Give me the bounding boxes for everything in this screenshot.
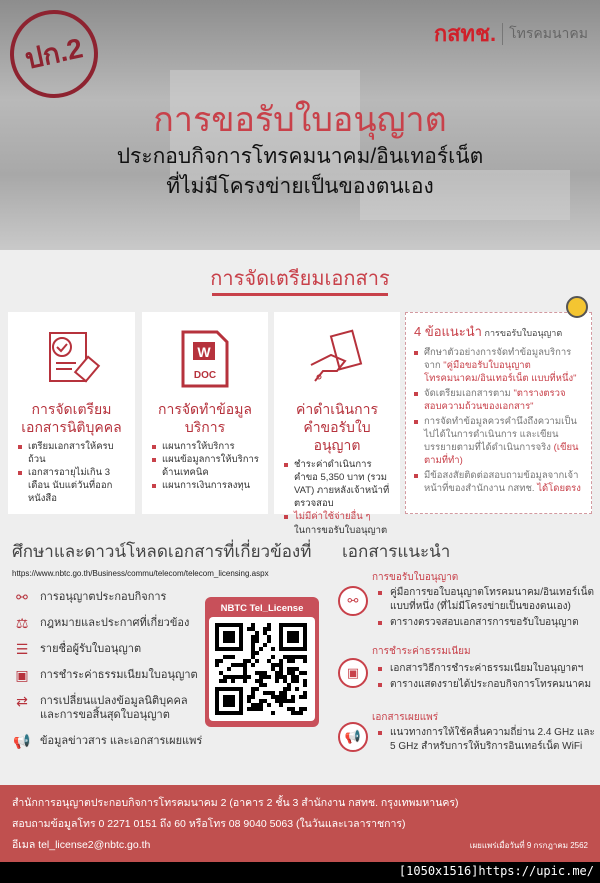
card-service-info: W DOC การจัดทำข้อมูลบริการ แผนการให้บริการ แผนข้อมูลการให้บริการด้านเทคนิค แผนการเงินการลงทุน bbox=[142, 312, 268, 514]
section-title: การจัดเตรียมเอกสาร bbox=[210, 268, 390, 290]
payment-icon: ▣ bbox=[338, 658, 368, 688]
download-links bbox=[12, 590, 202, 760]
card-application-fee: ค่าดำเนินการคำขอรับใบอนุญาต ชำระค่าดำเนินการคำขอ 5,350 บาท (รวม VAT) ภายหลังเจ้าหน้าที่ตรวจสอบ ไม่มีค่าใช้จ่ายอื่น ๆ ในการขอรับใบอนุญาต bbox=[274, 312, 400, 514]
lightbulb-icon bbox=[566, 296, 588, 318]
page-title: การขอรับใบอนุญาต bbox=[153, 101, 447, 139]
download-link[interactable]: https://www.nbtc.go.th/Business/commu/telecom/telecom_licensing.aspx bbox=[12, 569, 269, 578]
page-subtitle: ประกอบกิจการโทรคมนาคม/อินเทอร์เน็ต ที่ไม่มีโครงข่ายเป็นของตนเอง bbox=[116, 145, 484, 198]
svg-text:DOC: DOC bbox=[193, 370, 217, 381]
nbtc-logo: กสทช. โทรคมนาคม bbox=[433, 21, 588, 46]
recommended-title: เอกสารแนะนำ bbox=[342, 542, 451, 561]
payment-icon: ▣ bbox=[15, 667, 29, 683]
card-legal-entity-docs: การจัดเตรียมเอกสารนิติบุคคล เตรียมเอกสารให้ครบถ้วน เอกสารอายุไม่เกิน 3 เดือน นับแต่วันที่ออกหนังสือ bbox=[8, 312, 135, 514]
tips-box: 4 ข้อแนะนำ การขอรับใบอนุญาต ศึกษาตัวอย่างการจัดทำข้อมูลบริการ จาก "คู่มือขอรับใบอนุญาตโทรคมนาคม/อินเทอร์เน็ต แบบที่หนึ่ง" จัดเตรียมเอกสารตาม "ตารางตรวจสอบความถ้วนของเอกสาร" การจัดทำข้อมูลควรคำนึงถึงความเป็นไปได้ในการดำเนินการ และเขียนบรรยายตามที่ได้ดำเนินการจริง (เขียนตามที่ทำ) มีข้อสงสัยติดต่อสอบถามข้อมูลจากเจ้าหน้าที่ของสำนักงาน กสทช. ได้โดยตรง bbox=[405, 312, 592, 514]
pk2-stamp-logo: ปก.2 bbox=[2, 2, 106, 106]
link-chain-icon: ⚯ bbox=[16, 589, 28, 605]
link-licensing[interactable]: ⚯ การอนุญาตประกอบกิจการ bbox=[12, 590, 202, 604]
megaphone-icon: 📢 bbox=[338, 722, 368, 752]
svg-text:W: W bbox=[197, 344, 211, 360]
stamp-document-icon bbox=[14, 328, 129, 390]
infographic: ปก.2 กสทช. โทรคมนาคม การขอรับใบอนุญาต ประกอบกิจการโทรคมนาคม/อินเทอร์เน็ต ที่ไม่มีโครงข่ายเป็นของตนเอง การจัดเตรียมเอกสาร การจัดเตรียมเอกสารนิติบุคคล เตรียมเอกสารให้ครบถ้วน เอกสารอายุไม่เกิน 3 เดือน นับแต่วันที่ออกหนังสือ W DOC การจัดทำข้อมูลบริการ แผนการให้บริการ แผนข้อมูลการให้บริการด้านเทคนิค แผนการเงินการลงทุน ค่าดำเนินการคำขอรับใบอนุญาต ชำระค่าดำเนินการคำขอ 5,350 บาท (รวม VAT) ภายหลังเจ้าหน้าที่ตรวจสอบ ไม่มีค่าใช้จ่ายอื่น ๆ ในการขอรับใบอนุญาต 4 ข้อแนะนำ การขอรับใบอนุญาต ศึกษาตัวอย่างการจัดทำข้อมูลบริการ จาก "คู่มือขอรับใบอนุญาตโทรคมนาคม/อินเทอร์เน็ต แบบที่หนึ่ง" จัดเตรียมเอกสารตาม "ตารางตรวจสอบความถ้วนของเอกสาร" การจัดทำข้อมูลควรคำนึงถึงความเป็นไปได้ในการดำเนินการ และเขียนบรรยายตามที่ได้ดำเนินการจริง (เขียนตามที่ทำ) มีข้อสงสัยติดต่อสอบถามข้อมูลจากเจ้าหน้าที่ของสำนักงาน กสทช. ได้โดยตรง ศึกษาและดาวน์โหลดเอกสารที่เกี่ยวข้องที่ https://www.nbtc.go.th/Business/commu/telecom/telecom_licensing.aspx ⚯ การอนุญาตประกอบกิจการ ⚖ กฎหมายและประกาศที่เกี่ยวข้อง ☰ รายชื่อผู้รับใบอนุญาต ▣ การชำระค่าธรรมเนียมใบอนุญาต ⇄ การเปลี่ยนแปลงข้อมูลนิติบุคคลและการขอสิ้นสุดใบอนุญาต 📢 ข้อมูลข่าวสาร และเอกสารเผยแพร่ NBTC Tel_License เอกสารแนะนำ ⚯ การขอรับใบอนุญาต คู่มือการขอใบอนุญาตโทรคมนาคม/อินเทอร์เน็ต แบบที่หนึ่ง (ที่ไม่มีโครงข่ายเป็นของตนเอง) ตารางตรวจสอบเอกสารการขอรับใบอนุญาต ▣ การชำระค่าธรรมเนียม เอกสารวิธีการชำระค่าธรรมเนียมใบอนุญาตฯ ตารางแสดงรายได้ประกอบกิจการโทรคมนาคม 📢 เอกสารเผยแพร่ แนวทางการให้ใช้คลื่นความถี่ย่าน 2.4 GHz และ 5 GHz สำหรับการให้บริการอินเทอร์เน็ต WiFi สำนักการอนุญาตประกอบกิจการโทรคมนาคม 2 (อาคาร 2 ชั้น 3 สำนักงาน กสทช. กรุงเทพมหานคร) สอบถามข้อมูลโทร 0 2271 0151 ถึง 60 หรือโทร 08 9040 5063 (ในวันและเวลาราชการ) อีเมล tel_license2@nbtc.go.th เผยแพร่เมื่อวันที่ 9 กรกฎาคม 2562 [1050x1516]https://upic.me/ bbox=[0, 0, 600, 883]
publish-date: เผยแพร่เมื่อวันที่ 9 กรกฎาคม 2562 bbox=[469, 841, 588, 850]
link-news[interactable]: 📢 ข้อมูลข่าวสาร และเอกสารเผยแพร่ bbox=[13, 733, 203, 749]
link-laws[interactable]: ⚖ กฎหมายและประกาศที่เกี่ยวข้อง bbox=[12, 616, 202, 630]
link-licensees[interactable]: ☰ รายชื่อผู้รับใบอนุญาต bbox=[12, 642, 202, 656]
doc-file-icon bbox=[148, 328, 262, 390]
link-fees[interactable]: ▣ การชำระค่าธรรมเนียมใบอนุญาต bbox=[12, 668, 202, 682]
tips-title: 4 ข้อแนะนำ การขอรับใบอนุญาต bbox=[414, 324, 563, 339]
qr-code-card[interactable]: NBTC Tel_License bbox=[205, 597, 319, 727]
footer-email: อีเมล tel_license2@nbtc.go.th bbox=[12, 839, 151, 851]
megaphone-icon: 📢 bbox=[13, 733, 31, 749]
exchange-arrows-icon: ⇄ bbox=[16, 693, 28, 709]
footer: สำนักการอนุญาตประกอบกิจการโทรคมนาคม 2 (อาคาร 2 ชั้น 3 สำนักงาน กสทช. กรุงเทพมหานคร) สอบถามข้อมูลโทร 0 2271 0151 ถึง 60 หรือโทร 08 9040 5063 (ในวันและเวลาราชการ) อีเมล tel_license2@nbtc.go.th เผยแพร่เมื่อวันที่ 9 กรกฎาคม 2562 bbox=[0, 785, 600, 862]
list-icon: ☰ bbox=[15, 641, 29, 657]
divider bbox=[212, 293, 388, 296]
link-changes[interactable]: ⇄ การเปลี่ยนแปลงข้อมูลนิติบุคคลและการขอสิ้นสุดใบอนุญาต bbox=[12, 694, 202, 722]
scales-icon: ⚖ bbox=[15, 615, 29, 631]
hero-banner bbox=[0, 0, 600, 250]
link-chain-icon: ⚯ bbox=[338, 586, 368, 616]
watermark: [1050x1516]https://upic.me/ bbox=[398, 864, 594, 878]
money-hand-icon bbox=[280, 328, 394, 390]
qr-code bbox=[209, 617, 315, 721]
download-title: ศึกษาและดาวน์โหลดเอกสารที่เกี่ยวข้องที่ bbox=[12, 542, 312, 561]
